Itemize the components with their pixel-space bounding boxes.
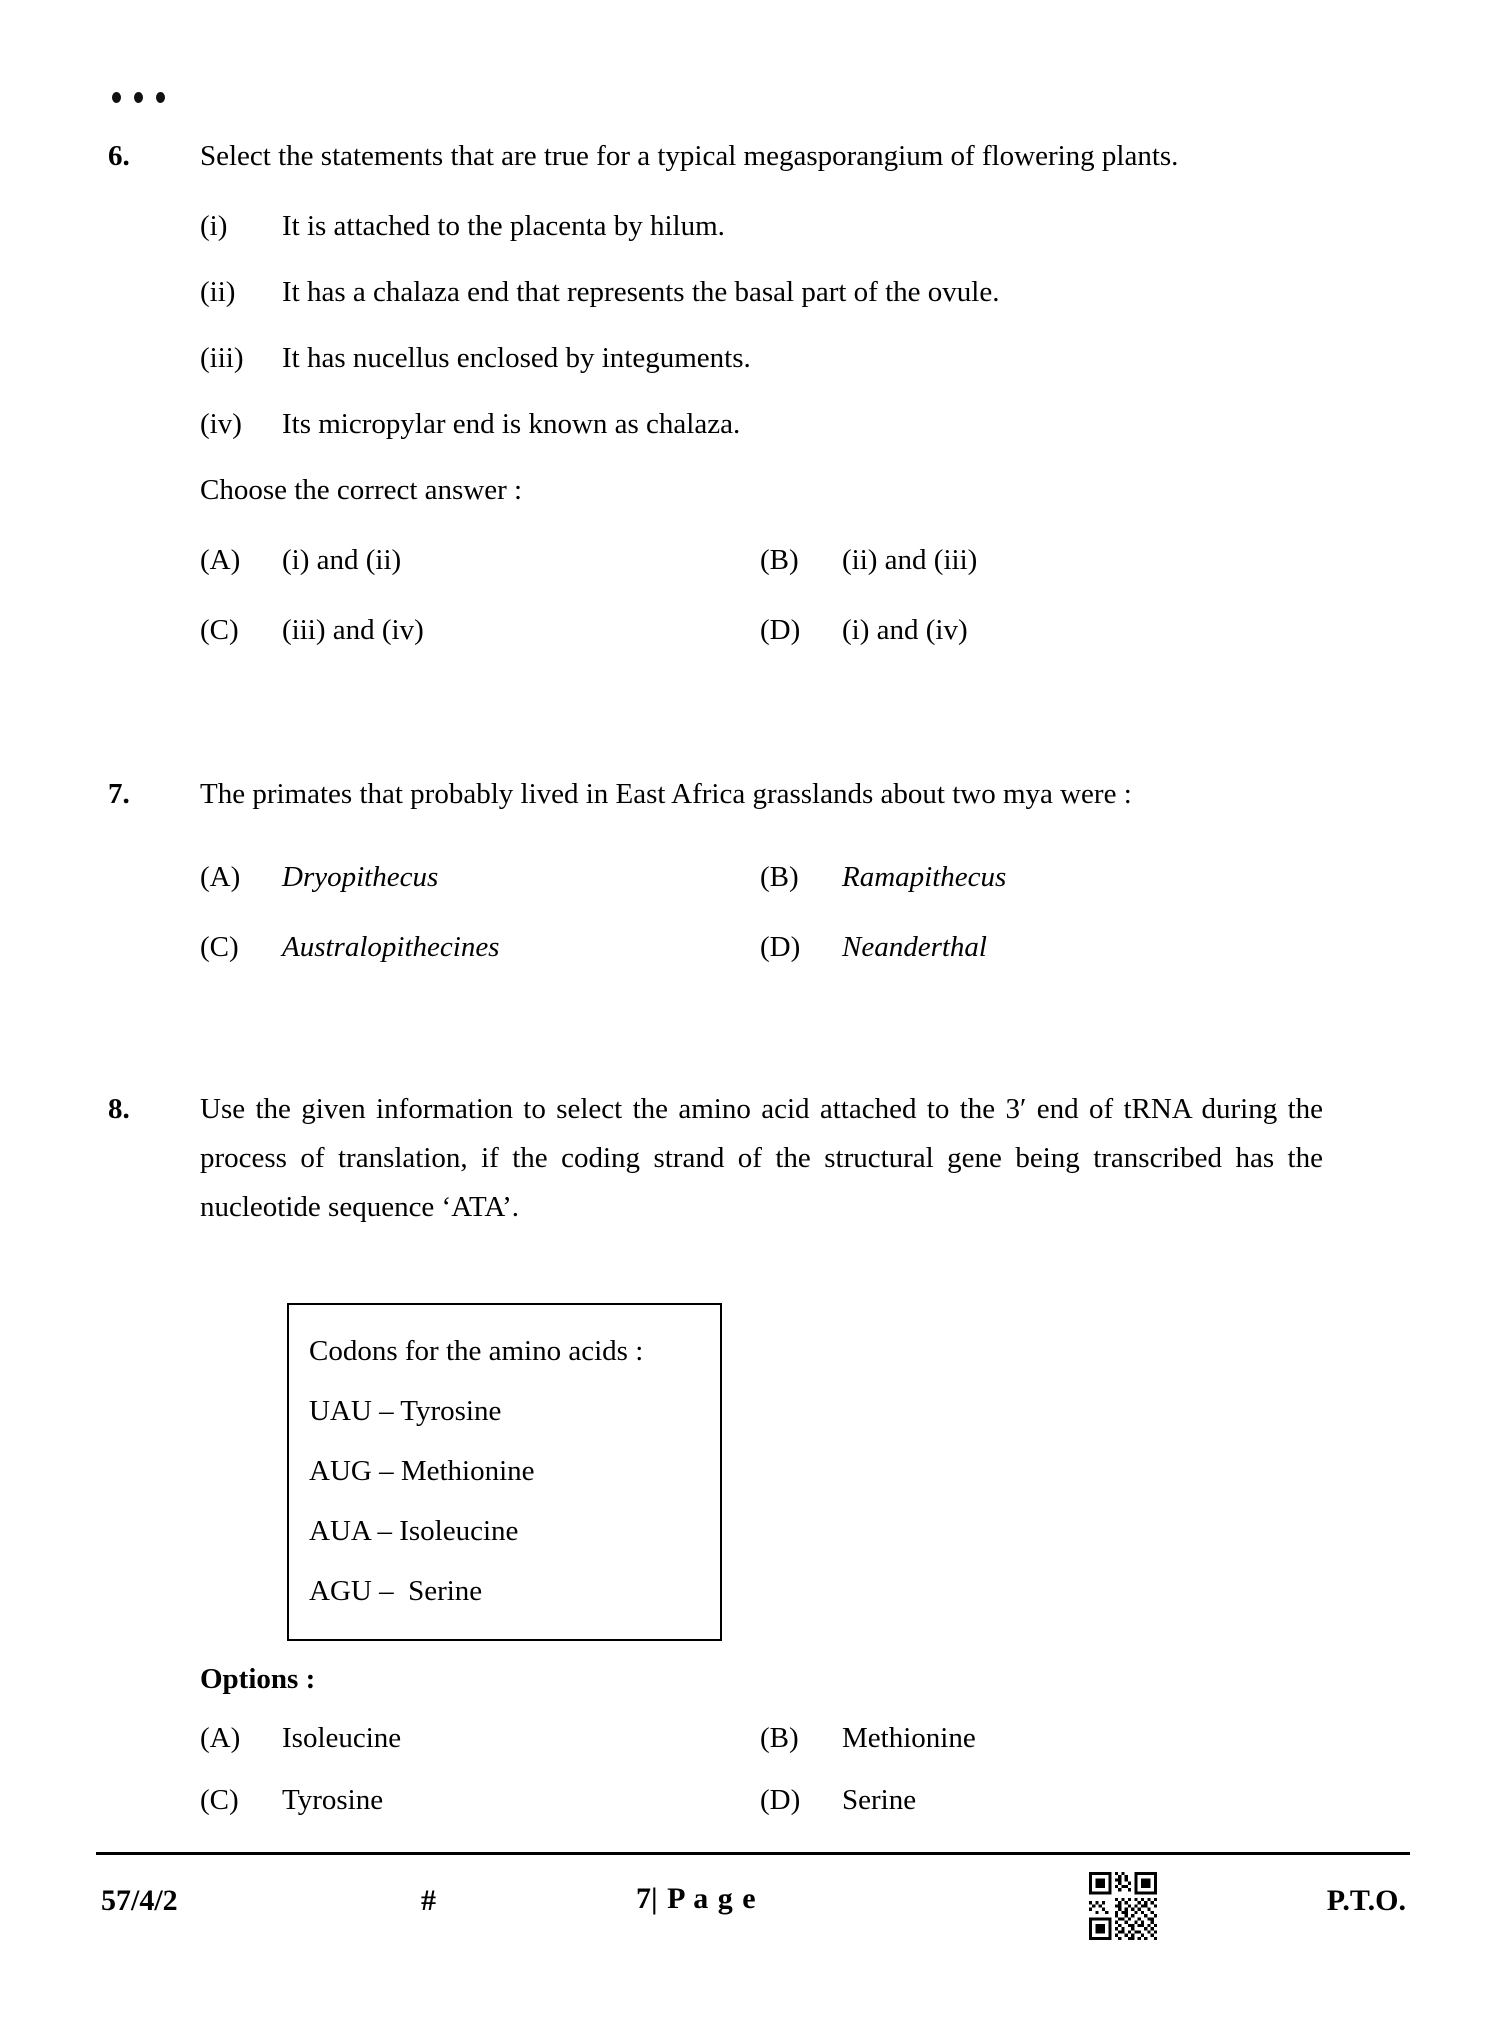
- option-c-tag: (C): [200, 931, 239, 963]
- question-8-option-d[interactable]: [760, 1780, 1320, 1820]
- option-c-text: (iii) and (iv): [282, 614, 424, 646]
- question-6-option-a[interactable]: [200, 540, 760, 580]
- qr-code-icon: [1089, 1872, 1157, 1940]
- statement-iv: [200, 402, 1323, 446]
- question-7-option-a[interactable]: [200, 857, 760, 897]
- option-b-tag: (B): [760, 861, 799, 893]
- statement-iv-text: Its micropylar end is known as chalaza.: [282, 408, 741, 440]
- option-c-text: Australopithecines: [282, 931, 500, 963]
- codon-entry-uau: UAU – Tyrosine: [309, 1395, 502, 1427]
- question-6-option-row-2: [200, 610, 1323, 650]
- option-d-text: (i) and (iv): [842, 614, 968, 646]
- codon-box-title: Codons for the amino acids :: [309, 1335, 644, 1367]
- option-a-text: (i) and (ii): [282, 544, 402, 576]
- statement-i: [200, 204, 1323, 248]
- question-7-option-b[interactable]: [760, 857, 1320, 897]
- question-6-option-c[interactable]: [200, 610, 760, 650]
- statement-ii: [200, 270, 1323, 314]
- option-a-text: Dryopithecus: [282, 861, 439, 893]
- question-8-number: 8.: [108, 1093, 130, 1125]
- statement-ii-label: (ii): [200, 276, 236, 308]
- question-6-option-d[interactable]: [760, 610, 1320, 650]
- question-7-option-row-1: [200, 857, 1323, 897]
- pto-label: P.T.O.: [1326, 1884, 1406, 1917]
- option-c-tag: (C): [200, 1784, 239, 1816]
- continuation-dots: [112, 92, 165, 103]
- dot-icon: [112, 92, 121, 103]
- footer-divider: [96, 1852, 1410, 1855]
- question-6-choose-instruction: Choose the correct answer :: [200, 474, 523, 506]
- option-b-tag: (B): [760, 544, 799, 576]
- question-7-option-d[interactable]: [760, 927, 1320, 967]
- question-8-option-c[interactable]: [200, 1780, 760, 1820]
- question-7-option-row-2: [200, 927, 1323, 967]
- question-8: [108, 1085, 1323, 1232]
- option-d-tag: (D): [760, 931, 801, 963]
- question-6-stem: Select the statements that are true for a typical megasporangium of flowering plants.: [200, 140, 1179, 172]
- option-b-text: Methionine: [842, 1722, 976, 1754]
- question-8-option-a[interactable]: [200, 1718, 760, 1758]
- statement-i-text: It is attached to the placenta by hilum.: [282, 210, 725, 242]
- codon-reference-box: [287, 1303, 722, 1641]
- question-6-statement-list: [108, 204, 1323, 446]
- statement-iv-label: (iv): [200, 408, 242, 440]
- question-6-option-b[interactable]: [760, 540, 1320, 580]
- option-b-text: Ramapithecus: [842, 861, 1007, 893]
- hash-mark: #: [421, 1884, 436, 1917]
- page-word: P a g e: [667, 1882, 757, 1915]
- question-7-stem: The primates that probably lived in East Africa grasslands about two mya were :: [200, 778, 1132, 810]
- question-7-header: [108, 770, 1323, 819]
- option-a-tag: (A): [200, 861, 241, 893]
- question-8-option-b[interactable]: [760, 1718, 1320, 1758]
- codon-entry-aug: AUG – Methionine: [309, 1455, 535, 1487]
- page-number: 7: [636, 1882, 651, 1915]
- page-footer: [96, 1870, 1410, 1960]
- question-6-number: 6.: [108, 140, 130, 172]
- question-7-options: [108, 857, 1323, 967]
- option-c-tag: (C): [200, 614, 239, 646]
- option-b-tag: (B): [760, 1722, 799, 1754]
- option-b-text: (ii) and (iii): [842, 544, 978, 576]
- dot-icon: [134, 92, 143, 103]
- codon-entry-agu: AGU – Serine: [309, 1575, 483, 1607]
- option-d-text: Serine: [842, 1784, 917, 1816]
- question-6-options: [108, 540, 1323, 650]
- option-c-text: Tyrosine: [282, 1784, 384, 1816]
- question-8-option-row-2: [200, 1780, 1323, 1820]
- option-a-text: Isoleucine: [282, 1722, 402, 1754]
- statement-iii-text: It has nucellus enclosed by integuments.: [282, 342, 751, 374]
- codon-entry-aua: AUA – Isoleucine: [309, 1515, 519, 1547]
- paper-code: 57/4/2: [101, 1884, 178, 1917]
- question-6: [108, 132, 1323, 680]
- question-8-stem: Use the given information to select the amino acid attached to the 3′ end of tRNA during the process of translation, if the coding strand of the structural gene being transcribed has the nucleotide sequence ‘ATA’.: [200, 1093, 1323, 1223]
- option-d-text: Neanderthal: [842, 931, 987, 963]
- option-d-tag: (D): [760, 1784, 801, 1816]
- question-8-options-block: [108, 1718, 1323, 1820]
- statement-ii-text: It has a chalaza end that represents the basal part of the ovule.: [282, 276, 1000, 308]
- statement-iii-label: (iii): [200, 342, 244, 374]
- question-8-option-row-1: [200, 1718, 1323, 1758]
- option-d-tag: (D): [760, 614, 801, 646]
- question-8-options-heading: Options :: [200, 1663, 316, 1695]
- statement-i-label: (i): [200, 210, 228, 242]
- page-separator: |: [651, 1882, 659, 1915]
- question-7: [108, 770, 1323, 997]
- option-a-tag: (A): [200, 544, 241, 576]
- question-7-option-c[interactable]: [200, 927, 760, 967]
- option-a-tag: (A): [200, 1722, 241, 1754]
- question-7-number: 7.: [108, 778, 130, 810]
- page-indicator: [636, 1882, 757, 1916]
- question-6-header: [108, 132, 1323, 181]
- question-8-options: [108, 1718, 1323, 1820]
- dot-icon: [156, 92, 165, 103]
- question-8-header: [108, 1085, 1323, 1232]
- question-6-option-row-1: [200, 540, 1323, 580]
- statement-iii: [200, 336, 1323, 380]
